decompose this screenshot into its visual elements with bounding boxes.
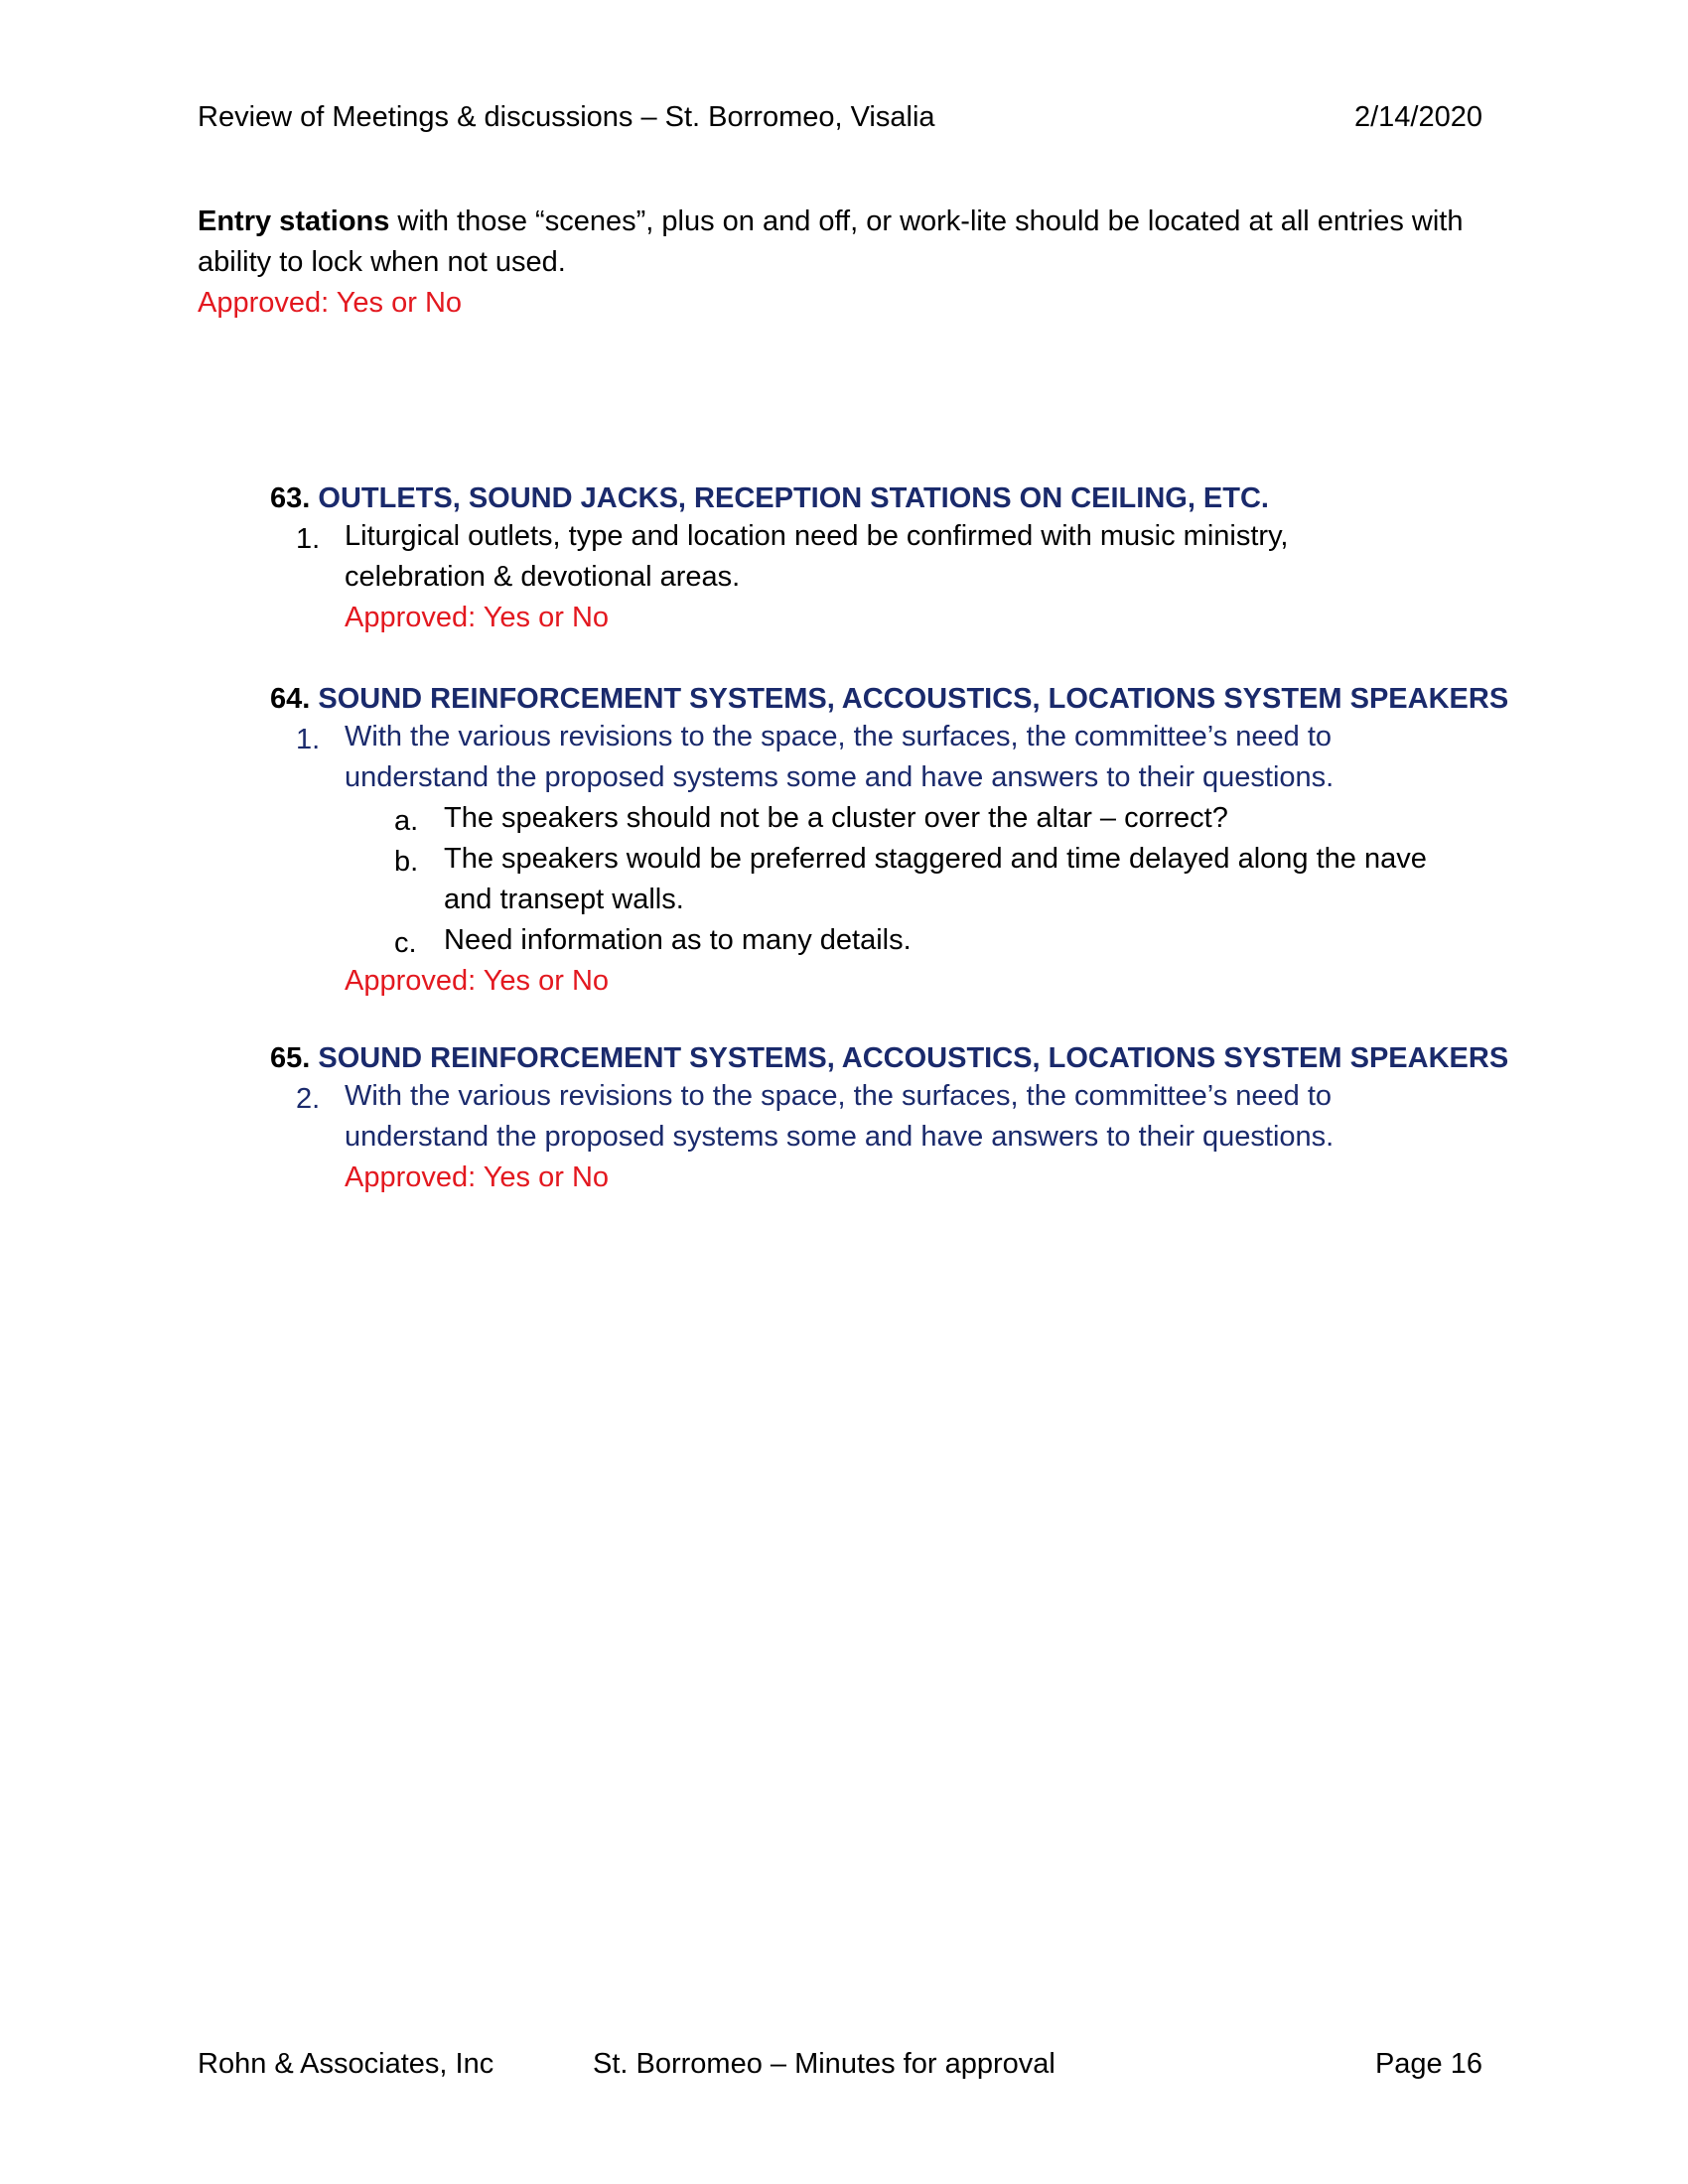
intro-paragraph [198, 202, 1488, 324]
header-date: 2/14/2020 [1353, 101, 1482, 133]
subitem: The speakers should not be a cluster over the altar – correct? [444, 802, 1228, 834]
section-63-heading [270, 482, 1269, 515]
intro-text: with those “scenes”, plus on and off, or work-lite should be located at all entries with ability to lock when not used. [198, 205, 1464, 278]
subitem-line: and transept walls. [444, 884, 684, 915]
footer-page-label: Page [1374, 2048, 1443, 2080]
section-64-item [345, 717, 1334, 798]
section-title: SOUND REINFORCEMENT SYSTEMS, ACCOUSTICS, LOCATIONS SYSTEM SPEAKERS [318, 683, 1509, 715]
footer-page [1375, 2048, 1482, 2081]
section-65-approved: Approved: Yes or No [345, 1161, 610, 1193]
section-65-item [345, 1076, 1334, 1158]
section-64-heading [270, 683, 1508, 716]
subitem-line: The speakers would be preferred staggered and time delayed along the nave [444, 843, 1427, 875]
section-title: OUTLETS, SOUND JACKS, RECEPTION STATIONS ON CEILING, ETC. [318, 482, 1269, 514]
section-65-heading [270, 1042, 1508, 1075]
item-line: Liturgical outlets, type and location need be confirmed with music ministry, [345, 520, 1289, 552]
item-line: With the various revisions to the space, the surfaces, the committee’s need to [345, 721, 1333, 752]
item-line: With the various revisions to the space, the surfaces, the committee’s need to [345, 1080, 1333, 1112]
item-marker: 1. [296, 523, 321, 555]
subitem-marker: c. [394, 927, 417, 959]
section-63-approved: Approved: Yes or No [345, 602, 610, 633]
footer-doc-title: St. Borromeo – Minutes for approval [593, 2048, 1055, 2080]
subitem: Need information as to many details. [444, 924, 912, 956]
section-title: SOUND REINFORCEMENT SYSTEMS, ACCOUSTICS, LOCATIONS SYSTEM SPEAKERS [318, 1042, 1509, 1074]
section-number: 65. [270, 1042, 311, 1074]
footer-company: Rohn & Associates, Inc [198, 2048, 494, 2080]
section-64-approved: Approved: Yes or No [345, 965, 610, 997]
subitem [444, 839, 1427, 920]
section-number: 64. [270, 683, 311, 715]
intro-bold-lead: Entry stations [198, 205, 390, 237]
item-line: understand the proposed systems some and have answers to their questions. [345, 1121, 1335, 1153]
item-line: celebration & devotional areas. [345, 561, 741, 593]
footer-page-number: 16 [1450, 2048, 1482, 2080]
section-number: 63. [270, 482, 311, 514]
item-marker: 1. [296, 724, 321, 755]
section-63-item [345, 516, 1288, 638]
item-marker: 2. [296, 1083, 321, 1115]
item-line: understand the proposed systems some and have answers to their questions. [345, 761, 1335, 793]
subitem-marker: b. [394, 846, 419, 878]
header-title: Review of Meetings & discussions – St. Borromeo, Visalia [198, 101, 935, 133]
subitem-marker: a. [394, 805, 419, 837]
intro-approved: Approved: Yes or No [198, 287, 463, 319]
